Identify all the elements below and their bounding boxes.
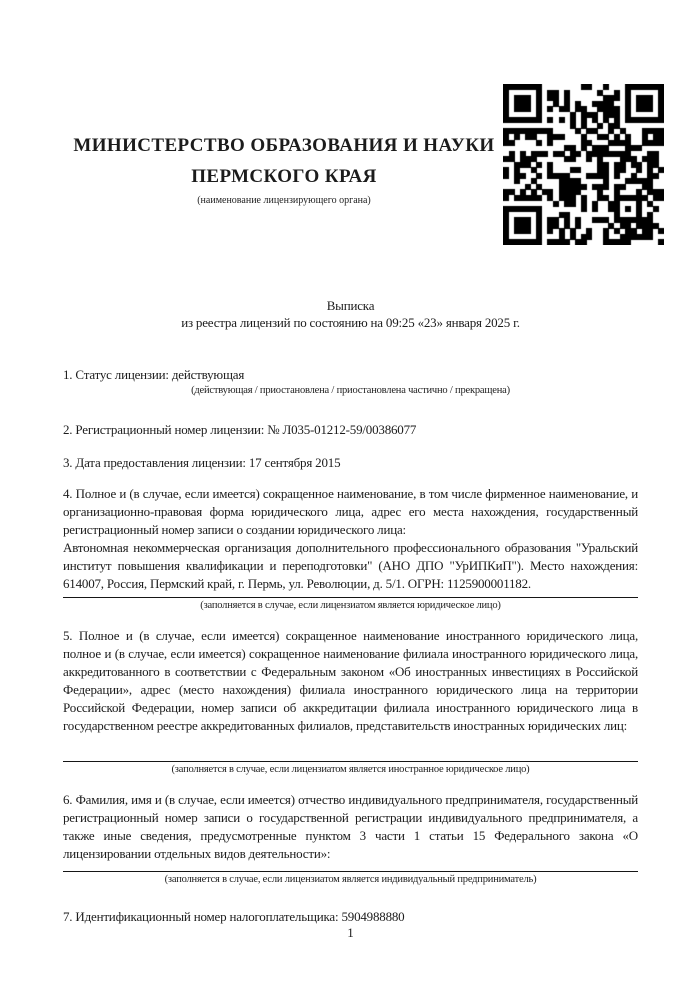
foreign-entity-question: 5. Полное и (в случае, если имеется) сокращенное наименование иностранного юридического лица, полное и (в случае, если имеется) сокращенное наименование филиала иностранного юридического лица, аккредитованного в соответствии с Федеральным законом «Об иностранных инвестициях в Российской Федерации», адрес (место нахождения) филиала иностранного юридического лица на территории Российской Федерации, номер записи об аккредитации филиала иностранного юридического лица в государственном реестре аккредитованных филиалов, представительств иностранных юридических лиц: [63, 628, 638, 733]
document-title-line1: Выписка [326, 298, 375, 313]
page-number: 1 [347, 925, 354, 940]
item-registration-number: 2. Регистрационный номер лицензии: № Л035-01212-59/00386077 [63, 422, 417, 437]
item-individual-entrepreneur [63, 791, 638, 885]
document-body [63, 297, 638, 925]
item-foreign-entity [63, 627, 638, 775]
license-status-text: 1. Статус лицензии: действующая [63, 367, 245, 382]
item-legal-entity [63, 485, 638, 611]
authority-name-line1: МИНИСТЕРСТВО ОБРАЗОВАНИЯ И НАУКИ [73, 135, 495, 156]
legal-entity-value: Автономная некоммерческая организация дополнительного профессионального образования "Уральский институт повышения квалификации и переподготовки" (АНО ДПО "УрИПКиП"). Место нахождения: 614007, Россия, Пермский край, г. Пермь, ул. Революции, д. 5/1. ОГРН: 1125900001182. [63, 540, 638, 591]
fill-in-line [63, 871, 638, 872]
legal-entity-question: 4. Полное и (в случае, если имеется) сокращенное наименование, в том числе фирменное наименование, и организационно-правовая форма юридического лица, адрес его места нахождения, государственный регистрационный номер записи о создании юридического лица: [63, 486, 638, 537]
item-license-date: 3. Дата предоставления лицензии: 17 сентября 2015 [63, 455, 341, 470]
entrepreneur-question: 6. Фамилия, имя и (в случае, если имеется) отчество индивидуального предпринимателя, государственный регистрационный номер записи о государственной регистрации индивидуального предпринимателя, а также иные сведения, предусмотренные пунктом 3 части 1 статьи 15 Федерального закона «О лицензировании отдельных видов деятельности»: [63, 792, 638, 861]
licensing-authority-header [63, 130, 505, 206]
license-status-caption: (действующая / приостановлена / приостановлена частично / прекращена) [191, 385, 510, 396]
fill-in-line [63, 761, 638, 762]
foreign-entity-caption: (заполняется в случае, если лицензиатом является иностранное юридическое лицо) [171, 764, 530, 775]
item-license-status [63, 367, 638, 396]
entrepreneur-caption: (заполняется в случае, если лицензиатом является индивидуальный предприниматель) [164, 874, 537, 885]
authority-caption: (наименование лицензирующего органа) [197, 195, 371, 206]
fill-in-line [63, 597, 638, 598]
qr-code [503, 84, 664, 245]
legal-entity-caption: (заполняется в случае, если лицензиатом является юридическое лицо) [200, 600, 501, 611]
document-title-line2: из реестра лицензий по состоянию на 09:25 «23» января 2025 г. [181, 315, 520, 330]
item-taxpayer-number: 7. Идентификационный номер налогоплательщика: 5904988880 [63, 909, 405, 924]
authority-name-line2: ПЕРМСКОГО КРАЯ [191, 166, 377, 187]
document-title [63, 297, 638, 331]
